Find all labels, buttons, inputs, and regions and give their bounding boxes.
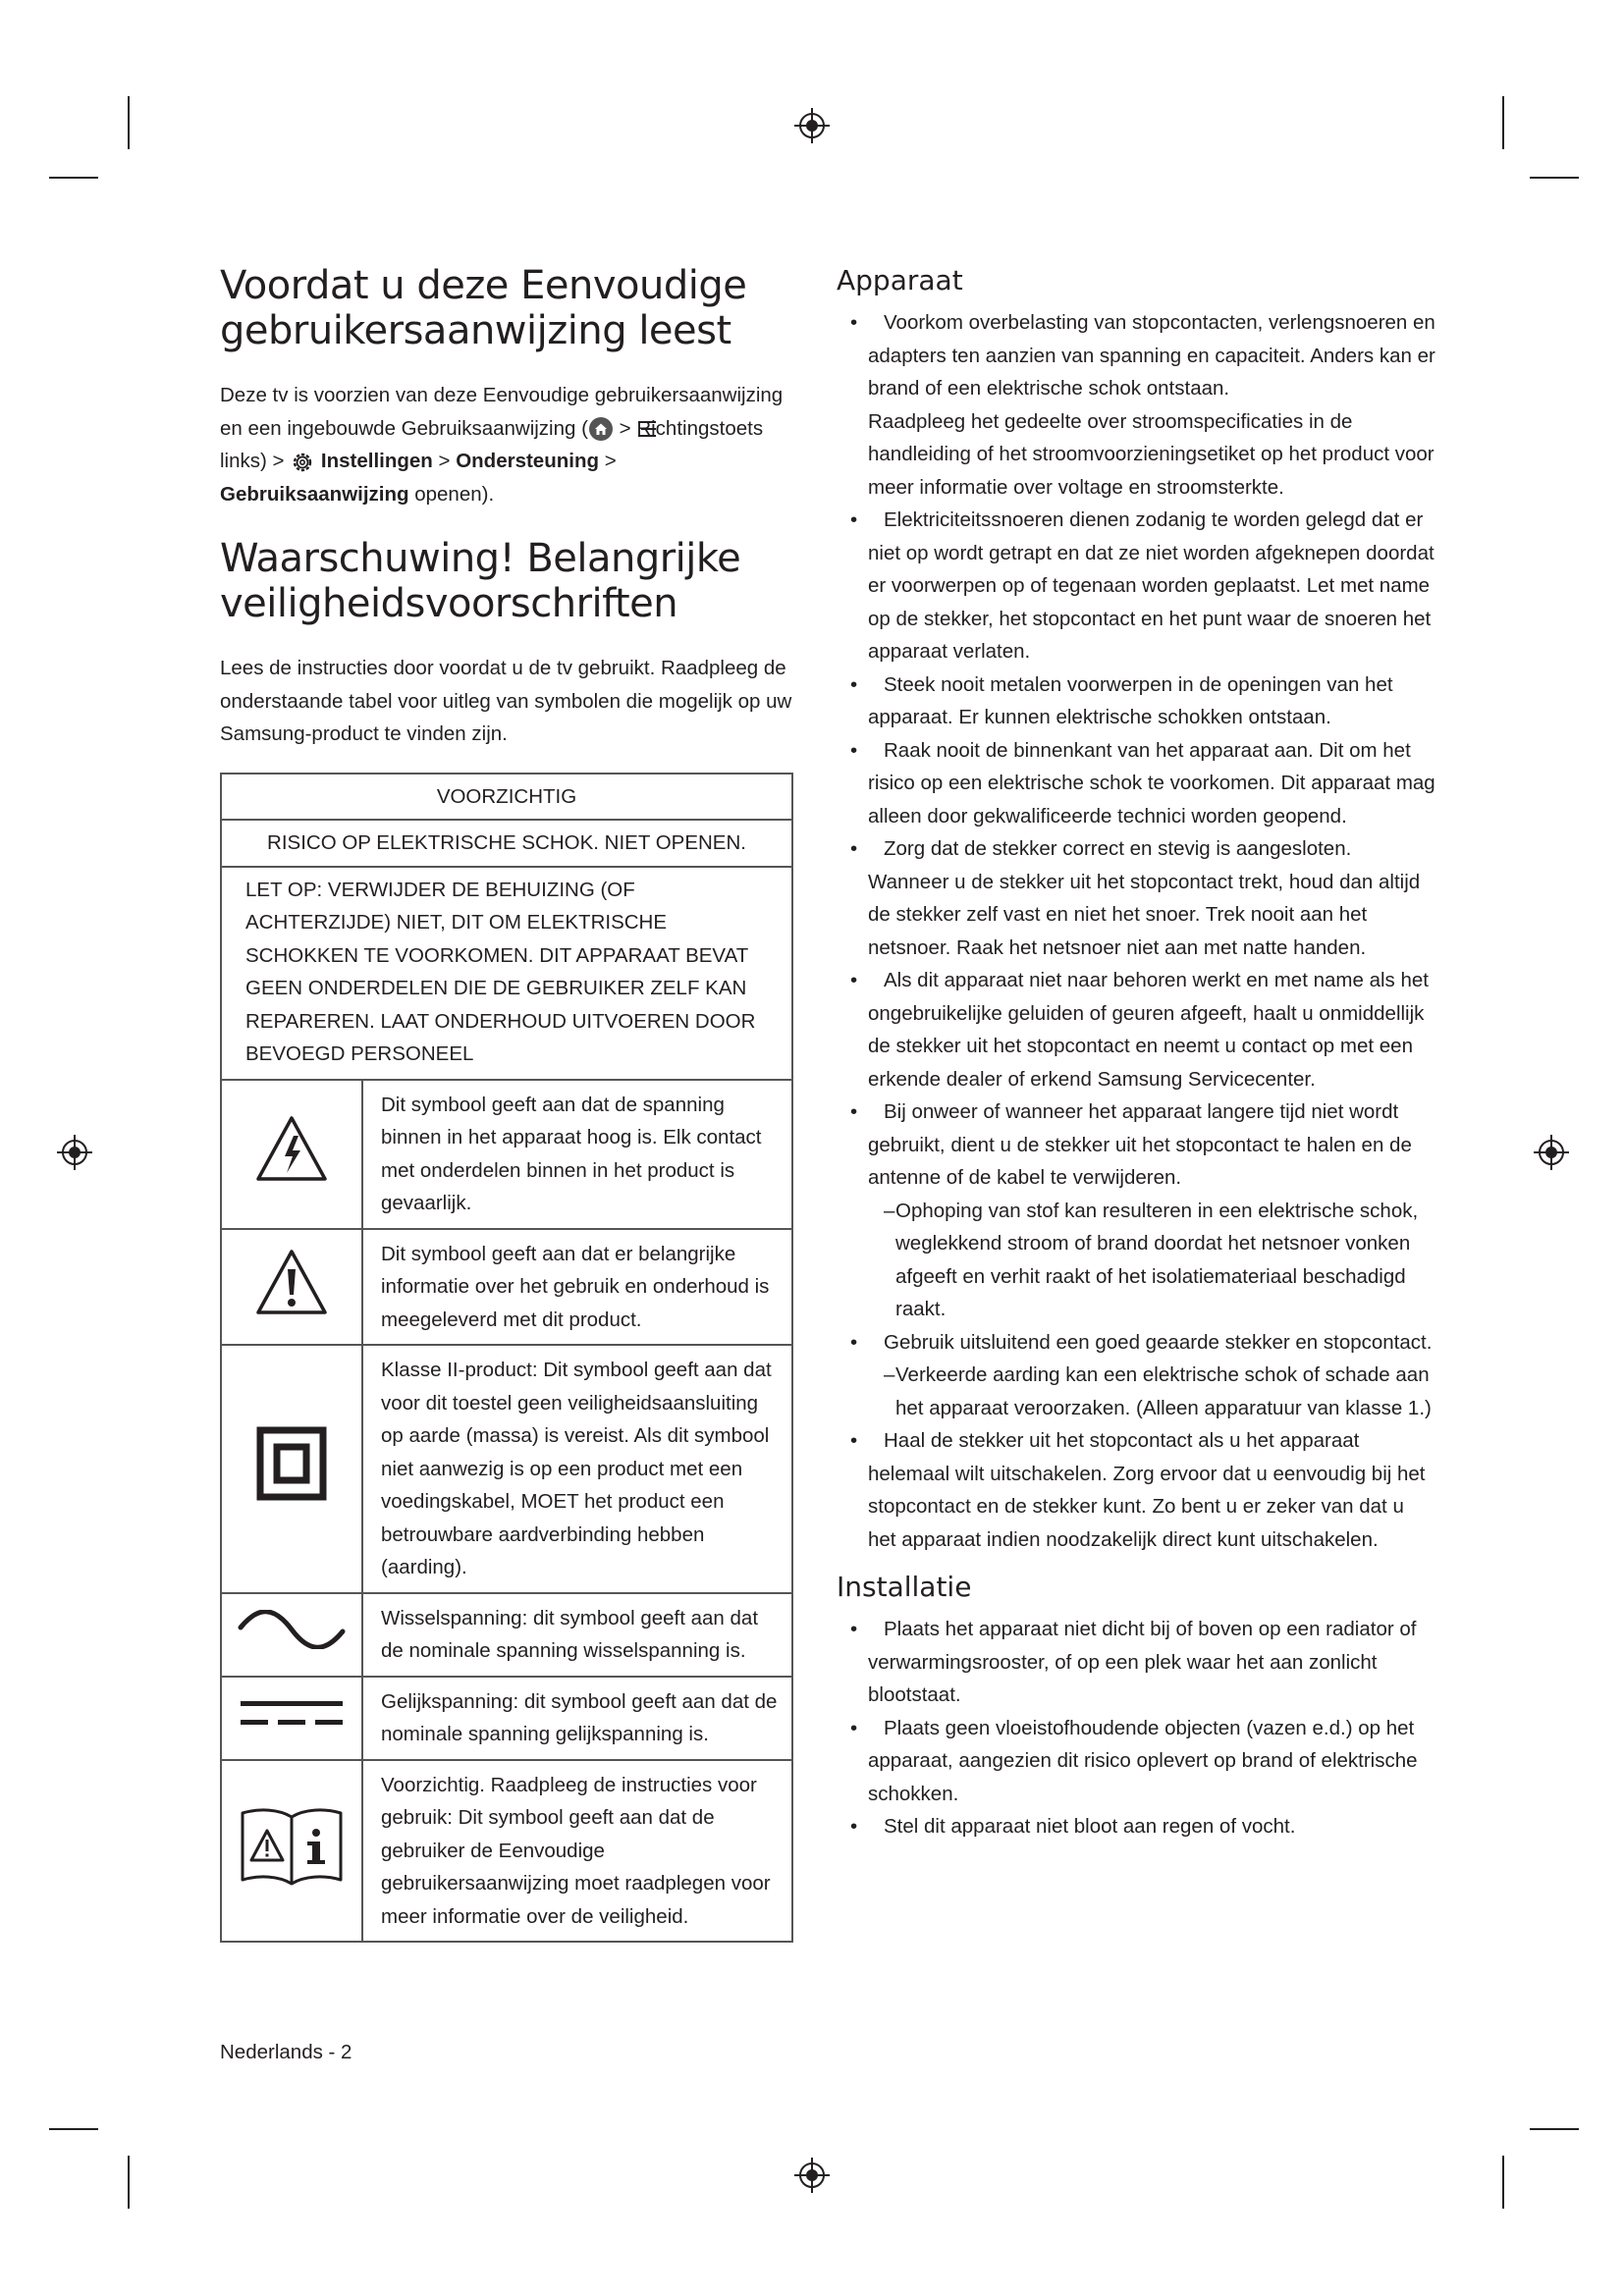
crop-mark (1502, 96, 1504, 149)
installation-list (837, 1613, 1437, 1843)
class-ii-icon (256, 1416, 327, 1511)
high-voltage-icon (254, 1114, 329, 1183)
registration-mark-icon (792, 2156, 832, 2195)
symbol-description: Klasse II-product: Dit symbool geeft aan dat voor dit toestel geen veiligheidsaansluiting op aarde (massa) is vereist. Als dit symbool niet aanwezig is op een product met een voedingskabel, MOET het product een betrouwbare aardverbinding hebben (aarding). (362, 1345, 792, 1593)
list-item-text: Raak nooit de binnenkant van het apparaat aan. Dit om het risico op een elektrische schok te voorkomen. Dit apparaat mag alleen door gekwalificeerde technici worden geopend. (868, 738, 1435, 828)
table-row (221, 867, 792, 1080)
list-item (837, 1095, 1437, 1326)
menu-separator: > (432, 450, 457, 472)
warning-title: Waarschuwing! Belangrijke veiligheidsvoorschriften (220, 536, 741, 626)
left-column (220, 263, 793, 1943)
list-item (837, 504, 1437, 668)
list-item-text: Als dit apparaat niet naar behoren werkt en met name als het ongebruikelijke geluiden of geuren afgeeft, haalt u onmiddellijk de stekker uit het stopcontact en neemt u contact op met een erkende dealer of erkend Samsung Servicecenter. (868, 969, 1429, 1091)
ac-voltage-icon (235, 1610, 349, 1649)
list-item (837, 1810, 1437, 1843)
table-row (221, 1760, 792, 1943)
symbol-cell (221, 1345, 362, 1593)
intro-text-end: openen). (408, 482, 495, 506)
list-item-text: Steek nooit metalen voorwerpen in de openingen van het apparaat. Er kunnen elektrische schokken ontstaan. (868, 672, 1393, 728)
list-item-text: Stel dit apparaat niet bloot aan regen of vocht. (884, 1815, 1296, 1838)
shock-risk-header: RISICO OP ELEKTRISCHE SCHOK. NIET OPENEN. (221, 820, 792, 867)
list-item-text: Elektriciteitssnoeren dienen zodanig te worden gelegd dat er niet op wordt getrapt en dat ze niet worden afgeknepen doordat er voorwerpen op of tegenaan worden geplaatst. Let met name op de stekker, het stopcontact en het punt waar de snoeren het apparaat verlaten. (868, 508, 1435, 663)
crop-mark (128, 96, 130, 149)
symbol-description: Dit symbool geeft aan dat de spanning binnen in het apparaat hoog is. Elk contact met onderdelen binnen in het product is gevaarlijk. (362, 1080, 792, 1229)
symbol-cell (221, 1760, 362, 1943)
table-row (221, 1080, 792, 1229)
list-item-text: Plaats het apparaat niet dicht bij of boven op een radiator of verwarmingsrooster, of op een plek waar het aan zonlicht blootstaat. (868, 1618, 1417, 1706)
symbol-cell (221, 1080, 362, 1229)
list-item (837, 306, 1437, 504)
intro-paragraph (220, 379, 793, 510)
list-item-text: Gebruik uitsluitend een goed geaarde stekker en stopcontact. (884, 1330, 1433, 1354)
table-row (221, 774, 792, 821)
list-subitem: – Ophoping van stof kan resulteren in een elektrische schok, weglekkend stroom of brand doordat het netsnoer vonken afgeeft en verhit raakt of het isolatiemateriaal beschadigd raakt. (868, 1195, 1437, 1326)
list-item (837, 1712, 1437, 1811)
caution-header: VOORZICHTIG (221, 774, 792, 821)
consult-manual-icon (238, 1803, 346, 1888)
installation-section-title: Installatie (837, 1571, 972, 1603)
list-item (837, 1424, 1437, 1556)
warning-text: LET OP: VERWIJDER DE BEHUIZING (OF ACHTERZIJDE) NIET, DIT OM ELEKTRISCHE SCHOKKEN TE VOORKOMEN. DIT APPARAAT BEVAT GEEN ONDERDELEN DIE DE GEBRUIKER ZELF KAN REPAREREN. LAAT ONDERHOUD UITVOEREN DOOR BEVOEGD PERSONEEL (221, 867, 792, 1080)
registration-mark-icon (1532, 1133, 1571, 1172)
list-item (837, 832, 1437, 964)
list-item (837, 1326, 1437, 1425)
symbol-description: Wisselspanning: dit symbool geeft aan dat de nominale spanning wisselspanning is. (362, 1593, 792, 1677)
list-subitem: – Verkeerde aarding kan een elektrische schok of schade aan het apparaat veroorzaken. (Alleen apparatuur van klasse 1.) (868, 1359, 1437, 1424)
list-item-note: Raadpleeg het gedeelte over stroomspecificaties in de handleiding of het stroomvoorzieningsetiket op het product voor meer informatie over voltage en stroomsterkte. (868, 409, 1435, 499)
list-item (837, 668, 1437, 734)
warning-intro: Lees de instructies door voordat u de tv gebruikt. Raadpleeg de onderstaande tabel voor uitleg van symbolen die mogelijk op uw Samsung-product te vinden zijn. (220, 657, 792, 745)
list-item (837, 1613, 1437, 1712)
safety-symbols-table (220, 773, 793, 1944)
symbol-description: Voorzichtig. Raadpleeg de instructies voor gebruik: Dit symbool geeft aan dat de gebruiker de Eenvoudige gebruikersaanwijzing moet raadplegen voor meer informatie over de veiligheid. (362, 1760, 792, 1943)
home-icon (588, 416, 614, 442)
menu-separator: > (613, 416, 637, 440)
device-list (837, 306, 1437, 1556)
list-item-text: Plaats geen vloeistofhoudende objecten (vazen e.d.) op het apparaat, aangezien dit risico oplevert op brand of elektrische schokken. (868, 1716, 1418, 1805)
page-number: Nederlands - 2 (220, 2041, 352, 2063)
crop-mark (49, 2128, 98, 2130)
table-row (221, 1593, 792, 1677)
list-item-text: Zorg dat de stekker correct en stevig is aangesloten. Wanneer u de stekker uit het stopcontact trekt, houd dan altijd de stekker zelf vast en niet het snoer. Trek nooit aan het netsnoer. Raak het netsnoer niet aan met natte handen. (868, 837, 1421, 959)
symbol-description: Dit symbool geeft aan dat er belangrijke informatie over het gebruik en onderhoud is meegeleverd met dit product. (362, 1229, 792, 1346)
manual-menu-label: Gebruiksaanwijzing (220, 482, 409, 506)
list-item (837, 964, 1437, 1095)
registration-mark-icon (55, 1133, 94, 1172)
dc-voltage-icon (235, 1693, 349, 1733)
crop-mark (49, 177, 98, 179)
support-menu-label: Ondersteuning (456, 450, 599, 472)
list-item-text: Voorkom overbelasting van stopcontacten, verlengsnoeren en adapters ten aanzien van spanning en capaciteit. Anders kan er brand of een elektrische schok ontstaan. (868, 311, 1435, 400)
table-row (221, 1677, 792, 1760)
list-item-text: Bij onweer of wanneer het apparaat langere tijd niet wordt gebruikt, dient u de stekker uit het stopcontact te halen en de antenne of de kabel te verwijderen. (868, 1100, 1412, 1189)
symbol-cell (221, 1229, 362, 1346)
symbol-cell (221, 1677, 362, 1760)
table-row (221, 1345, 792, 1593)
crop-mark (1502, 2156, 1504, 2209)
list-item (837, 734, 1437, 833)
menu-separator: > (599, 450, 617, 472)
crop-mark (1530, 177, 1579, 179)
settings-menu-label: Instellingen (320, 450, 433, 472)
right-column (837, 263, 1437, 1843)
table-row (221, 820, 792, 867)
intro-text: Deze tv is voorzien van deze Eenvoudige gebruikersaanwijzing en een ingebouwde Gebruiksaanwijzing ( (220, 384, 784, 440)
device-section-title: Apparaat (837, 264, 963, 296)
remote-key-label: Richtingstoets links (220, 416, 764, 472)
menu-separator: ) > (260, 450, 291, 472)
table-row (221, 1229, 792, 1346)
symbol-description: Gelijkspanning: dit symbool geeft aan dat de nominale spanning gelijkspanning is. (362, 1677, 792, 1760)
symbol-cell (221, 1593, 362, 1677)
crop-mark (1530, 2128, 1579, 2130)
list-item-text: Haal de stekker uit het stopcontact als u het apparaat helemaal wilt uitschakelen. Zorg ervoor dat u eenvoudig bij het stopcontact en de stekker kunt. Zo bent u er zeker van dat u het apparaat indien noodzakelijk direct kunt uitschakelen. (868, 1429, 1426, 1551)
crop-mark (128, 2156, 130, 2209)
exclamation-triangle-icon (254, 1248, 329, 1316)
page-title: Voordat u deze Eenvoudige gebruikersaanwijzing leest (220, 263, 747, 353)
registration-mark-icon (792, 106, 832, 145)
gear-icon (290, 450, 315, 475)
